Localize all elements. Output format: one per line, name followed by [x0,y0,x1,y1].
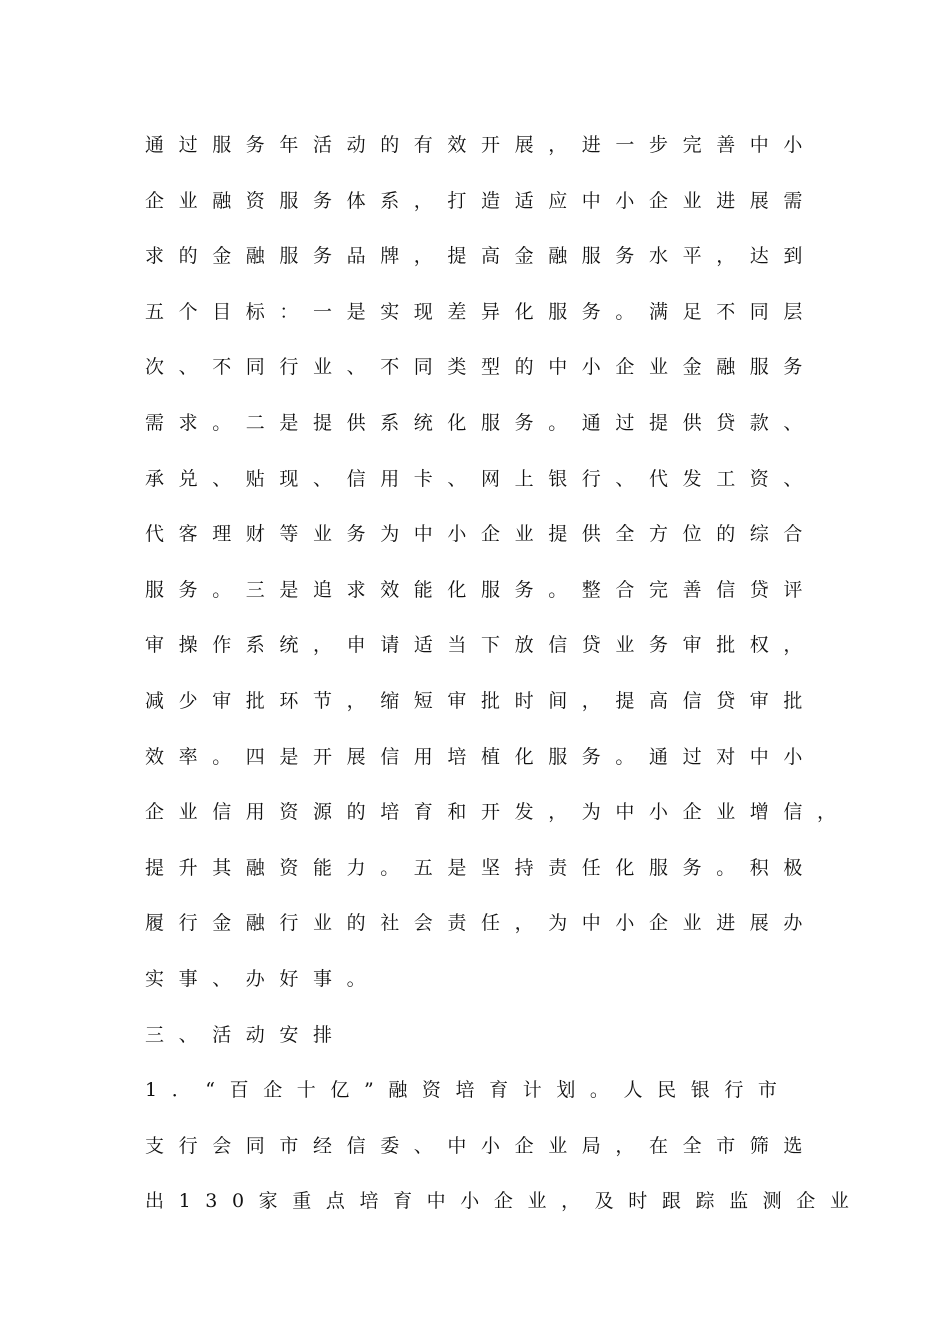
text-line: 支行会同市经信委、中小企业局，在全市筛选 [145,1134,818,1157]
text-line: 五个目标：一是实现差异化服务。满足不同层 [145,300,818,323]
text-line: 通过服务年活动的有效开展，进一步完善中小 [145,134,818,156]
text-line: 提升其融资能力。五是坚持责任化服务。积极 [145,856,818,879]
text-line: 实事、办好事。 [145,967,381,990]
text-line: 服务。三是追求效能化服务。整合完善信贷评 [145,578,818,601]
document-body [145,118,865,1230]
text-line: 次、不同行业、不同类型的中小企业金融服务 [145,356,818,379]
text-line: 效率。四是开展信用培植化服务。通过对中小 [145,745,818,768]
section-heading: 三、活动安排 [145,1023,347,1046]
text-line: 审操作系统，申请适当下放信贷业务审批权， [145,634,818,657]
text-line: 出130家重点培育中小企业，及时跟踪监测企业 [145,1190,864,1213]
text-line: 企业信用资源的培育和开发，为中小企业增信， [145,801,851,824]
text-line: 企业融资服务体系，打造适应中小企业进展需 [145,189,818,212]
text-line: 需求。二是提供系统化服务。通过提供贷款、 [145,411,818,434]
text-line: 减少审批环节，缩短审批时间，提高信贷审批 [145,689,818,712]
text-line: 求的金融服务品牌，提高金融服务水平，达到 [145,245,818,268]
text-line: 代客理财等业务为中小企业提供全方位的综合 [145,523,818,546]
text-line: 承兑、贴现、信用卡、网上银行、代发工资、 [145,467,818,490]
text-line: 1．“百企十亿”融资培育计划。人民银行市 [145,1079,792,1102]
text-line: 履行金融行业的社会责任，为中小企业进展办 [145,912,818,935]
